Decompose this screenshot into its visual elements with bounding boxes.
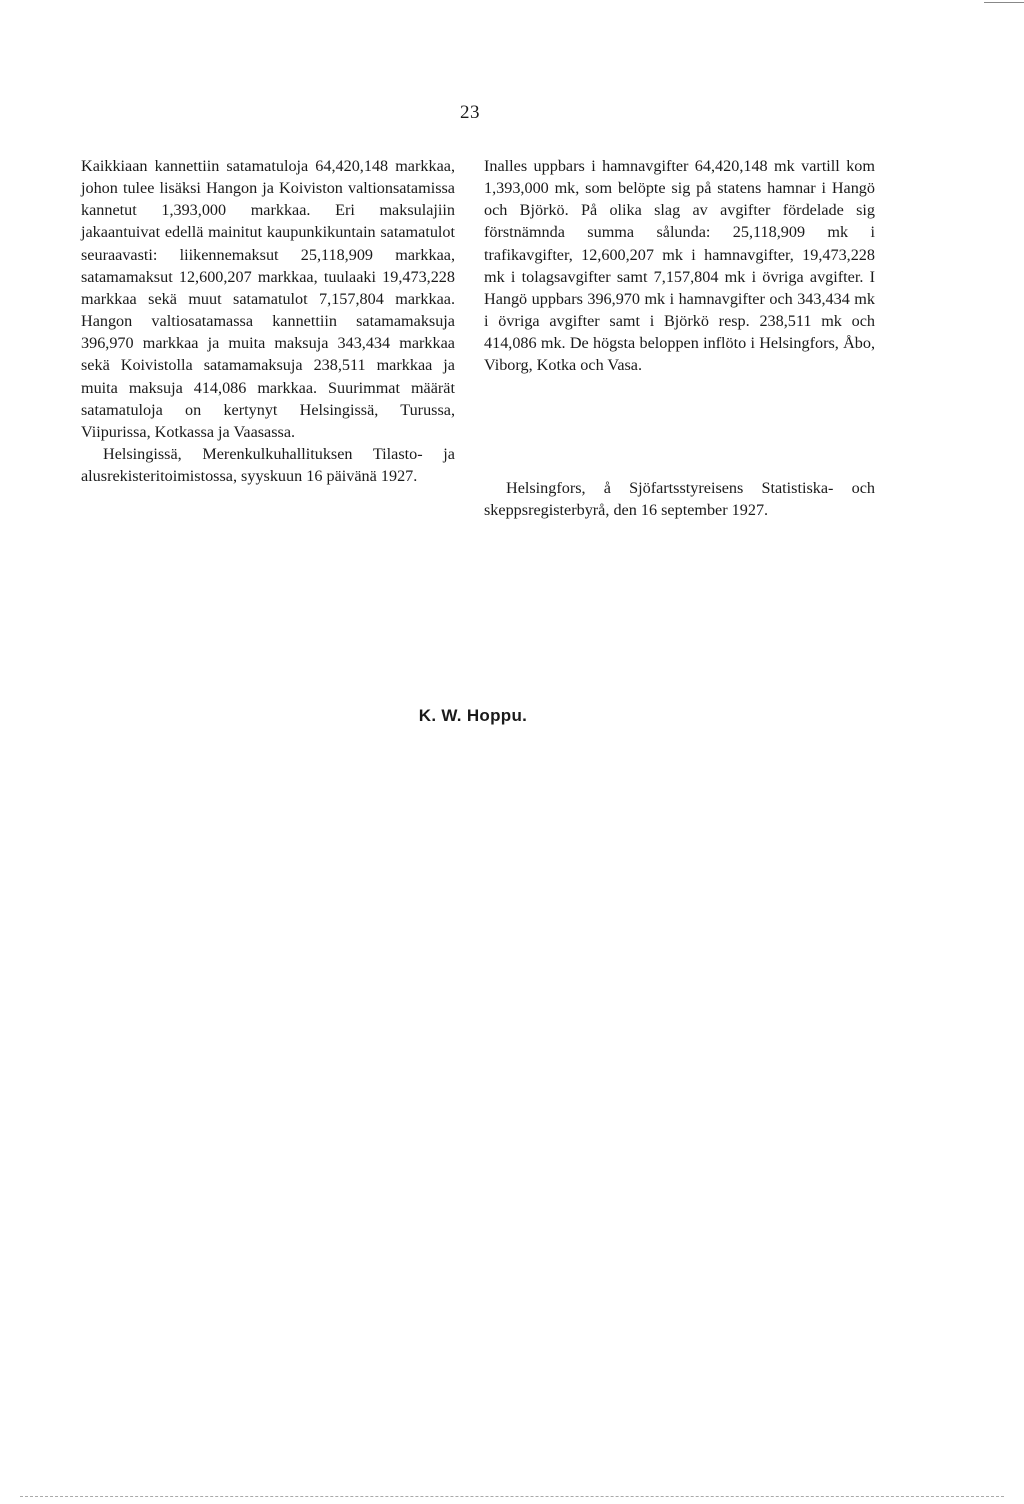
finnish-closing-paragraph: Helsingissä, Merenkulkuhallituksen Tilasto- ja alusrekisteritoimistossa, syyskuun 16 päivänä 1927. xyxy=(81,445,455,486)
finnish-main-paragraph: Kaikkiaan kannettiin satamatuloja 64,420,148 markkaa, johon tulee lisäksi Hangon ja Koiviston valtionsatamissa kannetut 1,393,000 markkaa. Eri maksulajiin jakaantuivat edellä mainitut kaupunkikuntain satamatulot seuraavasti: liikennemaksut 25,118,909 markkaa, satamamaksut 12,600,207 markkaa, tuulaaki 19,473,228 markkaa sekä muut satamatulot 7,157,804 markkaa. Hangon valtiosatamassa kannettiin satamamaksuja 396,970 markkaa ja muita maksuja 343,434 markkaa sekä Koivistolla satamamaksuja 238,511 markkaa ja muita maksuja 414,086 markkaa. Suurimmat määrät satamatuloja on kertynyt Helsingissä, Turussa, Viipurissa, Kotkassa ja Vaasassa. xyxy=(81,157,455,441)
scan-edge-line-bottom xyxy=(20,1496,1004,1498)
signature: K. W. Hoppu. xyxy=(418,706,528,725)
swedish-main-paragraph: Inalles uppbars i hamnavgifter 64,420,148 mk vartill kom 1,393,000 mk, som belöpte sig på statens hamnar i Hangö och Björkö. På olika slag av avgifter fördelade sig förstnämnda summa sålunda: 25,118,909 mk i trafikavgifter, 12,600,207 mk i hamnavgifter, 19,473,228 mk i tolagsavgifter samt 7,157,804 mk i övriga avgifter. I Hangö uppbars 396,970 mk i hamnavgifter och 343,434 mk i övriga avgifter samt i Björkö resp. 238,511 mk och 414,086 mk. De högsta beloppen inflöto i Helsingfors, Åbo, Viborg, Kotka och Vasa. xyxy=(484,157,875,375)
page-number: 23 xyxy=(460,102,480,123)
swedish-closing-paragraph: Helsingfors, å Sjöfartsstyreisens Statistiska- och skeppsregisterbyrå, den 16 september 1927. xyxy=(484,478,875,519)
swedish-column xyxy=(484,155,875,521)
finnish-column xyxy=(81,155,455,487)
scan-edge-line xyxy=(984,2,1024,3)
